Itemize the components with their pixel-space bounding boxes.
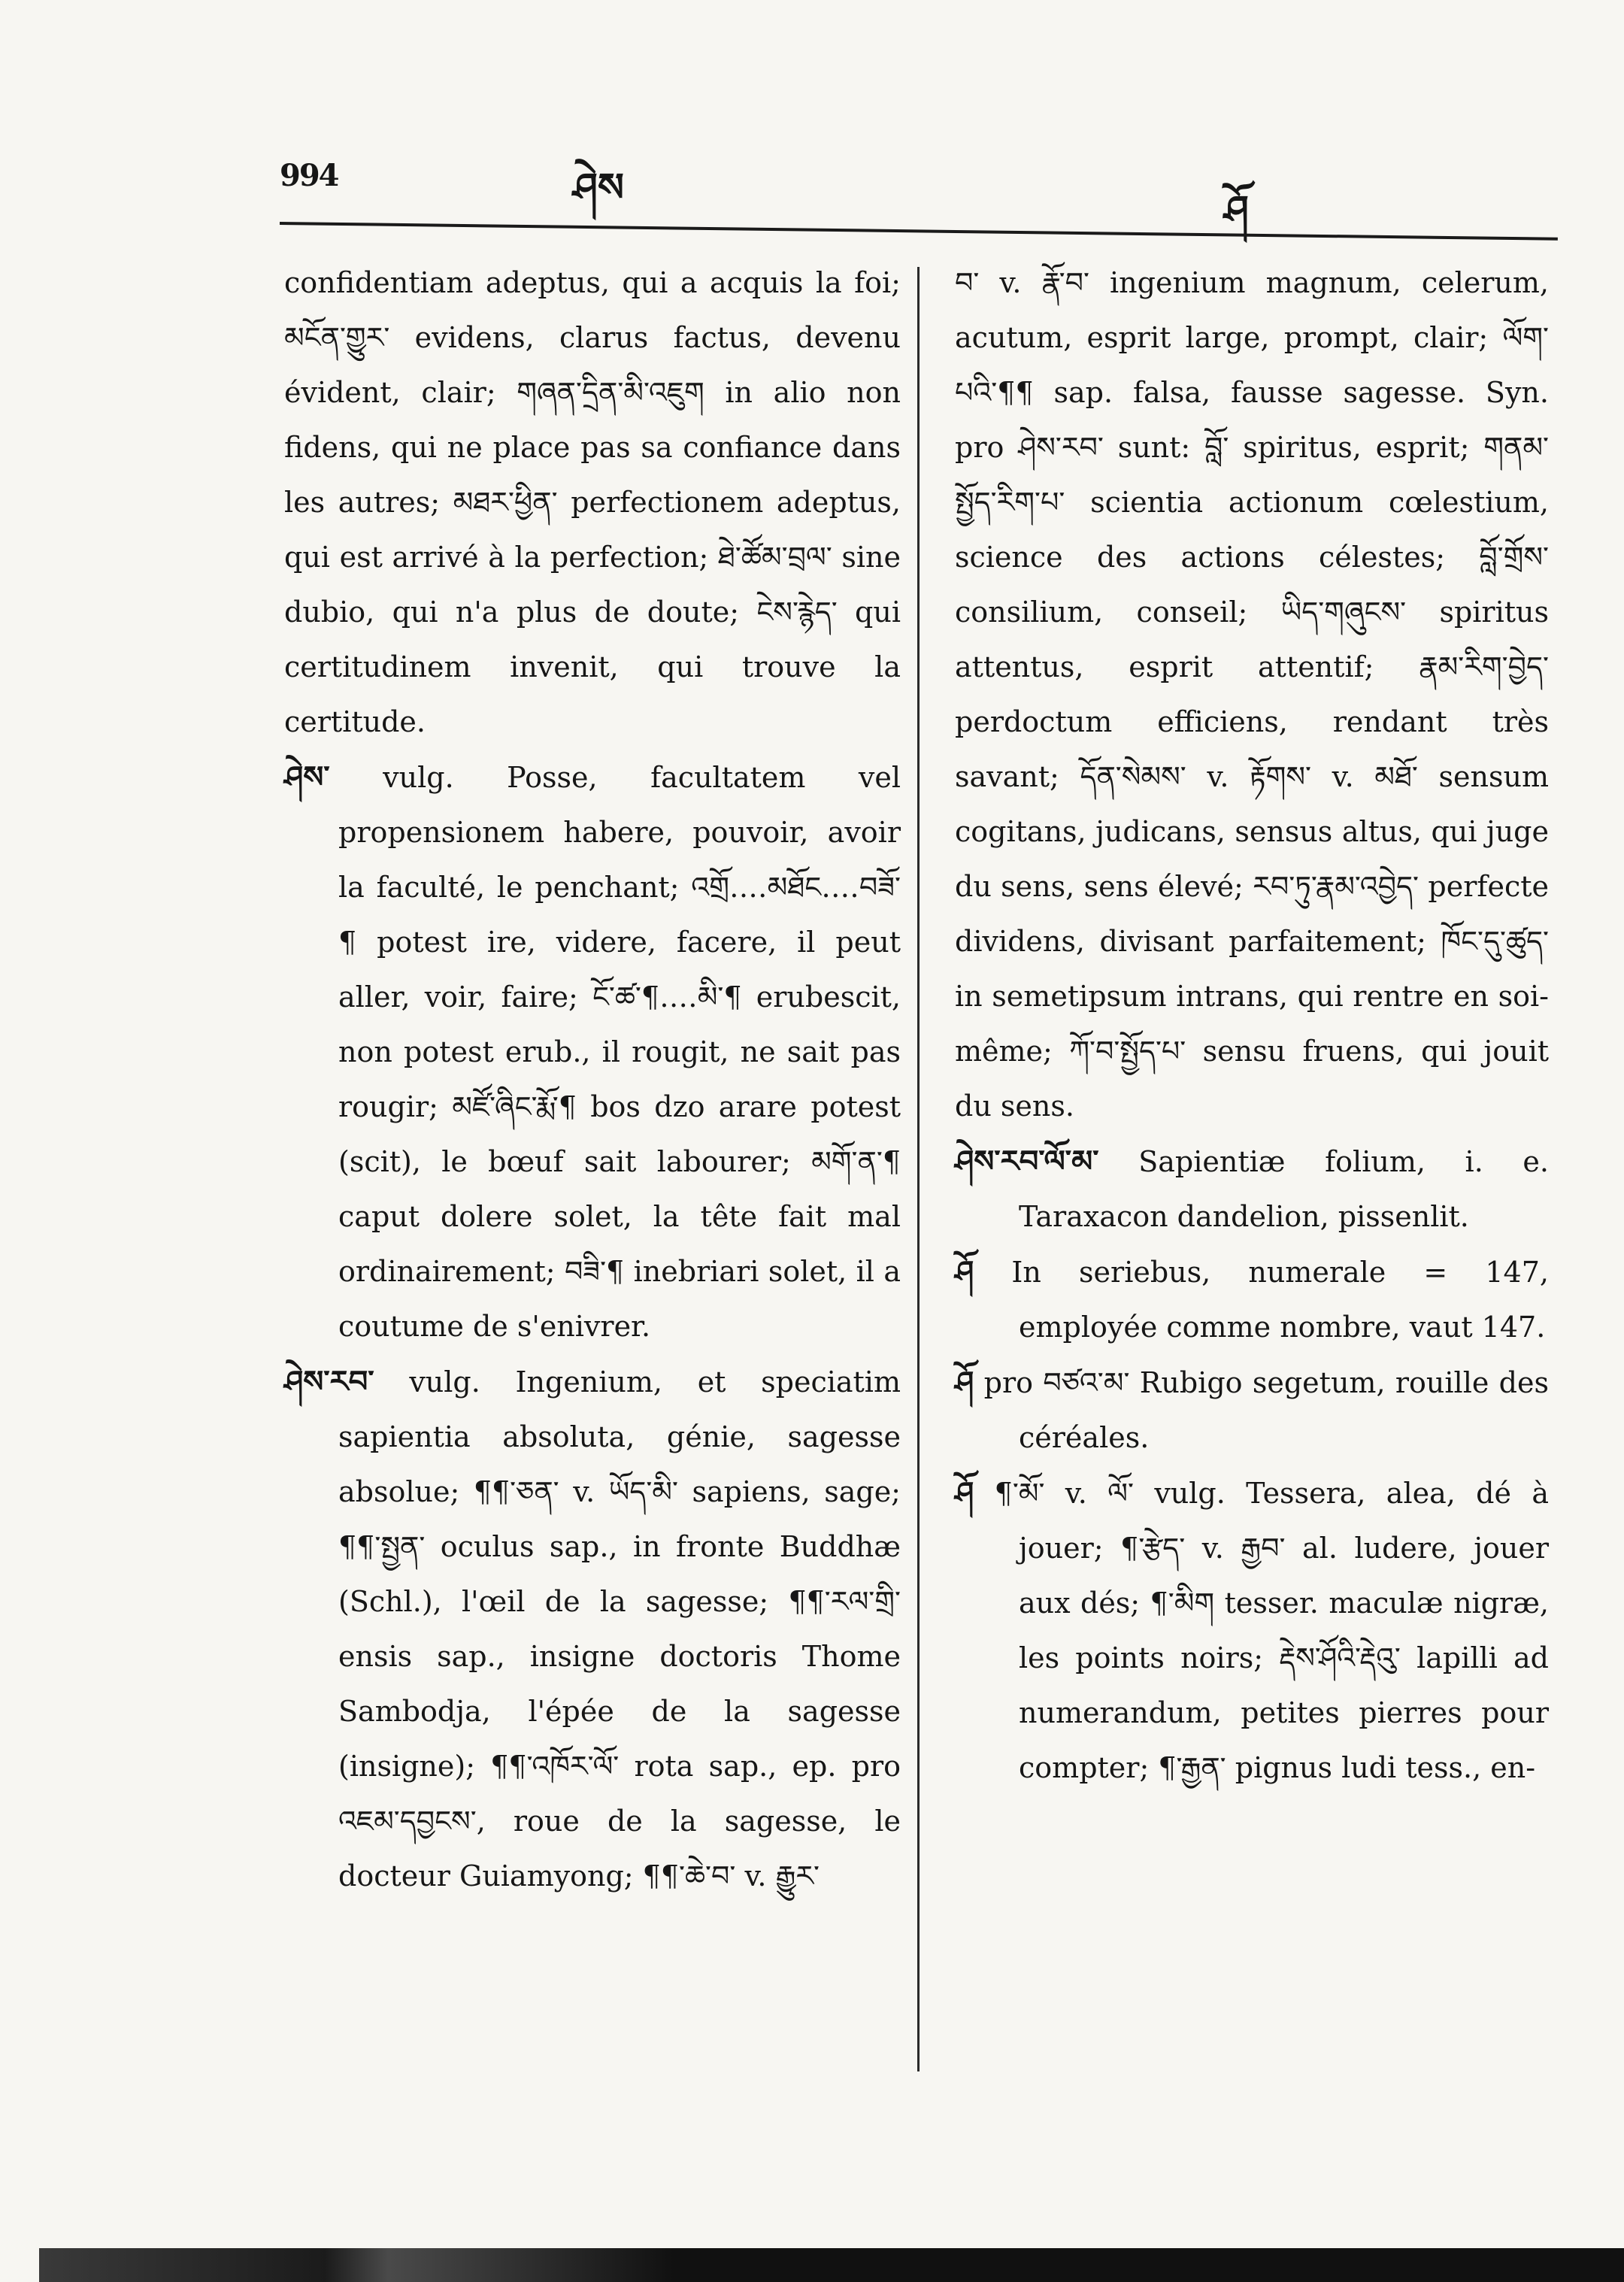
running-head-left: ཤེས — [573, 165, 624, 211]
dictionary-entry — [955, 1244, 1549, 1355]
entry-headword: ཤེས་ — [284, 759, 330, 795]
entry-headword: ཤོ — [955, 1365, 974, 1400]
entry-definition: vulg. Posse, facultatem vel propensionem habere, pouvoir, avoir la faculté, le penchant; འགྲོ‥‥མཐོང‥‥བཟོ་¶ potest ire, videre, facere, il peut aller, voir, faire; ངོ་ཚ་¶‥‥མི་¶ erubescit, non potest erub., il rougit, ne sait pas rougir; མཛོ་ཞིང་རྨོ་¶ bos dzo arare potest (scit), le bœuf sait labourer; མགོ་ན་¶ caput dolere solet, la tête fait mal ordinairement; བཟི་¶ inebriari solet, il a coutume de s'enivrer. — [338, 761, 901, 1343]
scan-edge-strip — [39, 2248, 1624, 2282]
page-number: 994 — [280, 158, 338, 193]
left-column — [284, 256, 901, 1904]
entry-headword: ཤོ — [955, 1475, 974, 1511]
dictionary-entry — [955, 1355, 1549, 1465]
running-head-right: ཤོ — [1224, 187, 1249, 233]
entry-headword: ཤེས་རབ་ — [284, 1364, 374, 1399]
entry-headword: ཤོ — [955, 1254, 974, 1289]
continued-entry-text: བ་ v. རྣོ་བ་ ingenium magnum, celerum, acutum, esprit large, prompt, clair; ལོག་པའི་¶¶ sap. falsa, fausse sagesse. Syn. pro ཤེས་རབ་ sunt: བློ་ spiritus, esprit; གནམ་སྤྱོད་རིག་པ་ scientia actionum cœlestium, science des actions célestes; བློ་གྲོས་ consilium, conseil; ཡིད་གཞུངས་ spiritus attentus, esprit attentif; རྣམ་རིག་བྱེད་ perdoctum efficiens, rendant très savant; དོན་སེམས་ v. རྟོགས་ v. མཐོ་ sensum cogitans, judicans, sensus altus, qui juge du sens, sens élevé; རབ་ཏུ་རྣམ་འབྱེད་ perfecte dividens, divisant parfaitement; ཁོང་དུ་ཚུད་ in semetipsum intrans, qui rentre en soi-même; ཀོ་བ་སྤྱོད་པ་ sensu fruens, qui jouit du sens. — [955, 266, 1549, 1123]
dictionary-entry — [955, 1134, 1549, 1244]
dictionary-entry — [284, 750, 901, 1354]
entry-headword: ཤེས་རབ་ལོ་མ་ — [955, 1144, 1099, 1179]
entry-definition: ¶་མོ་ v. ལོ་ vulg. Tessera, alea, dé à jouer; ¶་རྩེད་ v. རྒྱབ་ al. ludere, jouer aux dés; ¶་མིག tesser. maculæ nigræ, les points noirs; རྡེས་ཤོའི་རྡེའུ་ lapilli ad numerandum, petites pierres pour compter; ¶་རྒྱན་ pignus ludi tess., en- — [994, 1477, 1549, 1784]
header-rule — [280, 222, 1558, 241]
continued-entry-text: confidentiam adeptus, qui a acquis la foi; མངོན་གྱུར་ evidens, clarus factus, devenu évident, clair; གཞན་དྲིན་མི་འཇུག in alio non fidens, qui ne place pas sa confiance dans les autres; མཐར་ཕྱིན་ perfectionem adeptus, qui est arrivé à la perfection; ཐེ་ཚོམ་བྲལ་ sine dubio, qui n'a plus de doute; ངེས་རྙེད་ qui certitudinem invenit, qui trouve la certitude. — [284, 266, 901, 738]
entry-definition: In seriebus, numerale = 147, employée comme nombre, vaut 147. — [1011, 1256, 1549, 1344]
column-divider — [917, 267, 920, 2071]
dictionary-entry — [955, 1465, 1549, 1796]
right-column — [955, 256, 1549, 1796]
entry-definition: vulg. Ingenium, et speciatim sapientia absoluta, génie, sagesse absolue; ¶¶་ཅན་ v. ཡོད་མི་ sapiens, sage; ¶¶་སྤྱན་ oculus sap., in fronte Buddhæ (Schl.), l'œil de la sagesse; ¶¶་རལ་གྲི་ ensis sap., insigne doctoris Thome Sambodja, l'épée de la sagesse (insigne); ¶¶་འཁོར་ལོ་ rota sap., ep. pro འཇམ་དབྱངས་, roue de la sagesse, le docteur Guiamyong; ¶¶་ཆེ་བ་ v. རྒྱུར་ — [338, 1365, 901, 1893]
entry-definition: pro བཙའ་མ་ Rubigo segetum, rouille des céréales. — [983, 1366, 1549, 1454]
dictionary-entry — [284, 1354, 901, 1904]
entry-definition: Sapientiæ folium, i. e. Taraxacon dandelion, pissenlit. — [1019, 1145, 1549, 1233]
